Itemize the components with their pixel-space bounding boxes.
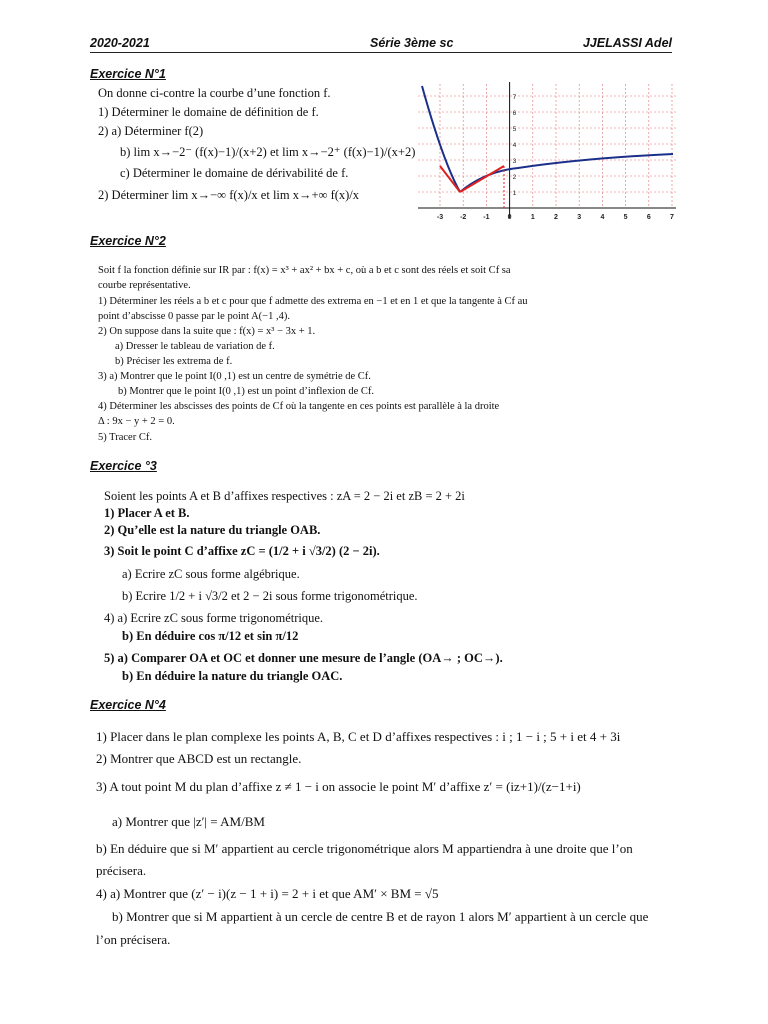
x-tick-label: -2 <box>460 214 467 221</box>
graph-tick-labels <box>437 94 674 221</box>
ex2-line-6: a) Dresser le tableau de variation de f. <box>115 341 275 352</box>
ex3-line-6: b) Ecrire 1/2 + i √3/2 et 2 − 2i sous forme trigonométrique. <box>122 589 418 603</box>
ex2-line-12: 5) Tracer Cf. <box>98 432 152 443</box>
ex4-line-6: précisera. <box>96 863 147 878</box>
ex3-line-8: b) En déduire cos π/12 et sin π/12 <box>122 629 299 643</box>
x-tick-label: 0 <box>507 214 512 221</box>
x-tick-label: -3 <box>436 214 444 221</box>
ex2-line-7: b) Préciser les extrema de f. <box>115 356 233 367</box>
ex2-line-4: point d’abscisse 0 passe par le point A(−1 ,4). <box>98 311 290 322</box>
ex1-intro: On donne ci-contre la courbe d’une fonction f. <box>98 86 331 100</box>
right-tangent <box>460 166 504 192</box>
y-tick-label: 7 <box>512 94 517 101</box>
x-tick-label: 4 <box>600 214 605 221</box>
ex2-line-11: Δ : 9x − y + 2 = 0. <box>98 416 175 427</box>
ex2-line-5: 2) On suppose dans la suite que : f(x) = x³ − 3x + 1. <box>98 326 316 337</box>
exercise-3-title: Exercice °3 <box>90 459 157 473</box>
header-year: 2020-2021 <box>90 36 150 50</box>
ex1-q1: 1) Déterminer le domaine de définition de f. <box>98 105 319 119</box>
exercise-2-title: Exercice N°2 <box>90 234 166 248</box>
ex3-line-3: 2) Qu’elle est la nature du triangle OAB. <box>104 523 321 537</box>
ex4-line-9: l’on précisera. <box>96 932 171 947</box>
ex1-q2c: c) Déterminer le domaine de dérivabilité de f. <box>120 166 349 180</box>
ex4-line-2: 2) Montrer que ABCD est un rectangle. <box>96 751 302 766</box>
graph-grid <box>418 84 676 208</box>
y-tick-label: 2 <box>512 174 517 181</box>
function-graph <box>418 82 676 222</box>
x-tick-label: 2 <box>554 214 558 221</box>
x-tick-label: 6 <box>646 214 651 221</box>
ex4-line-7: 4) a) Montrer que (z′ − i)(z − 1 + i) = 2 + i et que AM′ × BM = √5 <box>96 886 439 901</box>
x-tick-label: -1 <box>483 214 490 221</box>
ex4-line-3: 3) A tout point M du plan d’affixe z ≠ 1 − i on associe le point M′ d’affixe z′ = (iz+1)/(z−1+i) <box>96 779 581 794</box>
ex3-line-9: 5) a) Comparer OA et OC et donner une mesure de l’angle (OA→ ; OC→). <box>104 651 503 665</box>
ex2-line-3: 1) Déterminer les réels a b et c pour que f admette des extrema en −1 et en 1 et que la tangente à Cf au <box>98 296 528 307</box>
x-tick-label: 5 <box>623 214 628 221</box>
ex2-line-10: 4) Déterminer les abscisses des points de Cf où la tangente en ces points est parallèle à la droite <box>98 401 500 412</box>
ex3-line-7: 4) a) Ecrire zC sous forme trigonométrique. <box>104 611 324 625</box>
ex2-line-8: 3) a) Montrer que le point I(0 ,1) est un centre de symétrie de Cf. <box>98 371 371 382</box>
ex2-line-2: courbe représentative. <box>98 280 191 291</box>
ex3-line-2: 1) Placer A et B. <box>104 506 190 520</box>
ex3-line-4: 3) Soit le point C d’affixe zC = (1/2 + i √3/2) (2 − 2i). <box>104 544 380 558</box>
exercise-1-title: Exercice N°1 <box>90 67 166 81</box>
ex1-q3: 2) Déterminer lim x→−∞ f(x)/x et lim x→+∞ f(x)/x <box>98 188 360 202</box>
ex3-line-10: b) En déduire la nature du triangle OAC. <box>122 669 343 683</box>
ex3-line-1: Soient les points A et B d’affixes respectives : zA = 2 − 2i et zB = 2 + 2i <box>104 489 465 503</box>
graph-axes <box>418 82 676 218</box>
x-tick-label: 3 <box>577 214 582 221</box>
x-tick-label: 7 <box>670 214 674 221</box>
ex4-line-4: a) Montrer que |z′| = AM/BM <box>112 814 265 829</box>
ex3-line-5: a) Ecrire zC sous forme algébrique. <box>122 567 300 581</box>
ex4-line-5: b) En déduire que si M′ appartient au cercle trigonométrique alors M appartiendra à une droite que l’on <box>96 841 633 856</box>
y-tick-label: 1 <box>512 190 517 197</box>
x-tick-label: 1 <box>530 214 535 221</box>
page-header <box>90 36 672 53</box>
y-tick-label: 5 <box>512 126 517 133</box>
ex2-line-1: Soit f la fonction définie sur IR par : f(x) = x³ + ax² + bx + c, où a b et c sont des réels et soit Cf sa <box>98 265 511 276</box>
ex1-q2b: b) lim x→−2⁻ (f(x)−1)/(x+2) et lim x→−2⁺ (f(x)−1)/(x+2) <box>120 145 416 159</box>
ex2-line-9: b) Montrer que le point I(0 ,1) est un point d’inflexion de Cf. <box>118 386 375 397</box>
ex4-line-8: b) Montrer que si M appartient à un cercle de centre B et de rayon 1 alors M′ appartient à un cercle que <box>112 909 649 924</box>
ex1-q2a: 2) a) Déterminer f(2) <box>98 124 204 138</box>
y-tick-label: 4 <box>512 142 517 149</box>
exercise-4-title: Exercice N°4 <box>90 698 166 712</box>
header-series: Série 3ème sc <box>370 36 454 50</box>
header-author: JJELASSI Adel <box>582 36 672 50</box>
y-tick-label: 6 <box>512 110 517 117</box>
ex4-line-1: 1) Placer dans le plan complexe les points A, B, C et D d’affixes respectives : i ; 1 − i ; 5 + i et 4 + 3i <box>96 729 621 744</box>
y-tick-label: 3 <box>512 158 517 165</box>
